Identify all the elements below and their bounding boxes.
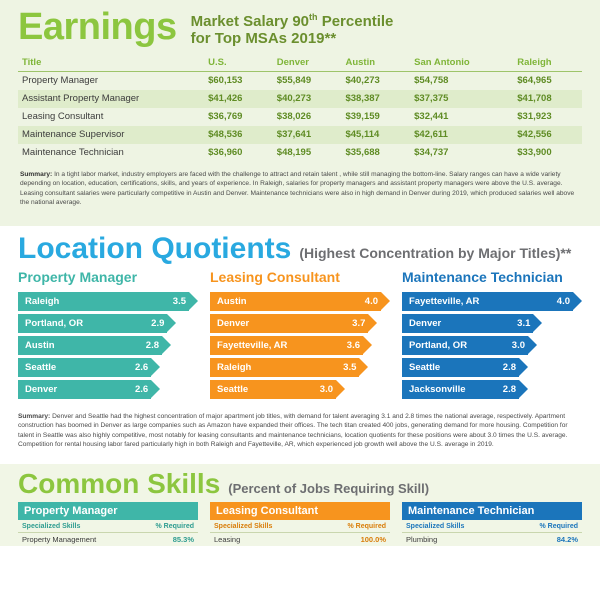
lq-bar [210,358,368,377]
row-us: $41,426 [204,90,273,108]
lq-bar-value: 3.0 [319,383,333,395]
row-san-antonio: $34,737 [414,147,449,158]
lq-bar-label: Austin [25,339,55,351]
location-quotients-title: Location Quotients [18,232,292,266]
location-quotients-header [18,234,582,264]
cs-col-pct-header: % Required [347,523,386,531]
lq-bar-label: Denver [217,317,250,329]
lq-bar-label: Fayetteville, AR [217,339,288,351]
common-skills-section [0,464,600,546]
list-item [210,533,390,546]
common-skills-subtitle: (Percent of Jobs Requiring Skill) [228,481,430,497]
lq-column-maintenance-technician [402,270,582,401]
earnings-header-row [18,54,582,72]
lq-bar-value: 2.6 [134,361,149,373]
lq-bar-label: Raleigh [25,295,60,307]
lq-bar-value: 3.5 [172,295,186,307]
lq-bar-label: Denver [25,383,58,395]
lq-column-heading: Property Manager [18,269,138,286]
cs-column-heading: Property Manager [18,502,198,520]
cs-col-pct-header: % Required [539,523,578,531]
earnings-col-raleigh: Raleigh [513,54,582,72]
lq-bar-value: 3.7 [352,317,366,329]
row-title: Maintenance Supervisor [18,126,204,144]
cs-pct: 85.3% [172,535,194,545]
earnings-summary-label: Summary: [20,170,53,178]
lq-bar [210,314,377,333]
lq-bar [18,358,160,377]
lq-bar-label: Denver [409,317,442,329]
lq-bar-label: Portland, OR [25,317,84,329]
earnings-col-us: U.S. [204,54,273,72]
lq-summary-text: Denver and Seattle had the highest concentration of major apartment job titles, with demand for talent averaging 3.1 and 2.8 times the national average, respectively. Apartment construction has boomed in Denver as large companies such as Amazon have expanded their offices. The tech titan created 400 jobs, generating demand for more housing. Competition for talent in Seattle was also highly competitive, most notably for leasing consultants and maintenance technicians, location quotients for these positions were about 3.0 times the U.S. average. Competition for rental housing labor fared particularly high in both Raleigh and Fayetteville, AR, which experienced job growth well above the U.S. average in 2019. [18,412,568,449]
cs-column-heading: Leasing Consultant [210,502,390,520]
location-quotients-columns [18,270,582,401]
row-austin: $38,387 [341,90,410,108]
earnings-table [18,54,582,162]
row-title: Maintenance Technician [22,147,124,158]
common-skills-header [18,470,582,498]
lq-bar-value: 4.0 [364,295,378,307]
lq-bar [18,380,160,399]
row-denver: $40,273 [273,90,342,108]
earnings-subtitle-sup: th [309,12,318,22]
earnings-subtitle-line2: for Top MSAs 2019** [190,30,337,48]
lq-bar [402,336,537,355]
cs-skill: Leasing [214,535,241,545]
lq-bar [210,336,372,355]
lq-summary-label: Summary: [18,412,51,420]
cs-col-skill-header: Specialized Skills [214,523,273,531]
earnings-subtitle-line1: Market Salary 90 [190,13,310,30]
lq-bar [18,336,171,355]
lq-bar-label: Austin [217,295,247,307]
row-us: $36,960 [208,147,243,158]
earnings-col-denver: Denver [273,54,342,72]
list-item [402,533,582,546]
lq-bar-value: 2.6 [134,383,149,395]
row-us: $48,536 [204,126,273,144]
cs-column-subhead [210,520,390,533]
table-row [18,90,582,108]
cs-column-maintenance-technician [402,502,582,546]
lq-bar [402,358,528,377]
row-title: Assistant Property Manager [18,90,204,108]
common-skills-columns [18,502,582,546]
cs-col-skill-header: Specialized Skills [406,523,465,531]
lq-bar-label: Seattle [217,383,249,395]
earnings-subtitle-line1-rest: Percentile [317,13,394,30]
row-san-antonio: $37,375 [410,90,513,108]
table-row [18,126,582,144]
cs-pct: 100.0% [360,535,386,545]
row-title: Property Manager [22,75,99,86]
row-raleigh: $41,708 [513,90,582,108]
earnings-col-title: Title [18,54,204,72]
lq-bar-value: 3.5 [343,361,357,373]
earnings-section [0,0,600,226]
row-san-antonio: $32,441 [414,111,449,122]
lq-bar-label: Seattle [409,361,441,373]
earnings-header [18,8,582,48]
lq-bar-label: Seattle [25,361,57,373]
cs-column-leasing-consultant [210,502,390,546]
lq-bar [210,292,390,311]
earnings-col-san-antonio: San Antonio [410,54,513,72]
lq-bar-value: 2.8 [502,383,516,395]
row-raleigh: $42,556 [513,126,582,144]
row-title: Leasing Consultant [22,111,104,122]
lq-bar-value: 2.8 [145,339,159,351]
lq-bar-value: 4.0 [556,295,570,307]
row-us: $60,153 [208,75,243,86]
lq-bar-label: Jacksonville [409,383,466,395]
cs-column-subhead [402,520,582,533]
cs-skill: Property Management [22,535,97,545]
lq-bar [18,314,176,333]
row-san-antonio: $42,611 [410,126,513,144]
lq-bar [402,380,528,399]
lq-column-heading: Maintenance Technician [402,269,563,286]
row-austin: $45,114 [341,126,410,144]
row-us: $36,769 [208,111,243,122]
row-austin: $39,159 [345,111,380,122]
cs-column-heading: Maintenance Technician [402,502,582,520]
cs-column-subhead [18,520,198,533]
cs-pct: 84.2% [556,535,578,545]
row-raleigh: $64,965 [517,75,552,86]
earnings-summary-text: In a tight labor market, industry employers are faced with the challenge to attract and retain talent , while still managing the bottom-line. Salary ranges can have a wide variety depending on location, education, certifications, skills, and years of experience. In Raleigh, salaries for property managers and assistant property managers were above the U.S. average. Leasing consultant salaries were particularly competitive in Austin and Denver. Maintenance technicians were also in high demand in Denver during 2019, which produced salaries well above the national average. [20,170,575,207]
lq-bar-value: 3.0 [511,339,525,351]
location-quotients-subtitle: (Highest Concentration by Major Titles)** [299,245,572,262]
lq-column-leasing-consultant [210,270,390,401]
lq-bar [18,292,198,311]
row-san-antonio: $54,758 [414,75,449,86]
location-quotients-summary [18,412,582,450]
row-austin: $35,688 [345,147,380,158]
earnings-title: Earnings [18,6,177,48]
cs-skill: Plumbing [406,535,438,545]
table-row [18,108,582,126]
lq-bar-value: 2.8 [502,361,516,373]
lq-bar-label: Portland, OR [409,339,468,351]
row-raleigh: $33,900 [517,147,552,158]
common-skills-title: Common Skills [18,468,221,500]
row-denver: $48,195 [276,147,312,158]
earnings-subtitle [191,8,394,48]
location-quotients-section [0,226,600,464]
table-row [18,71,582,90]
row-austin: $40,273 [345,75,380,86]
cs-col-pct-header: % Required [155,523,194,531]
row-raleigh: $31,923 [517,111,552,122]
list-item [18,533,198,546]
earnings-col-austin: Austin [341,54,410,72]
row-denver: $38,026 [276,111,312,122]
row-denver: $37,641 [273,126,342,144]
cs-column-property-manager [18,502,198,546]
lq-bar [402,292,582,311]
lq-bar [210,380,345,399]
lq-bar-label: Raleigh [217,361,252,373]
lq-bar-value: 3.1 [517,317,531,329]
lq-bar-value: 2.9 [151,317,165,329]
lq-column-heading: Leasing Consultant [210,269,340,286]
row-denver: $55,849 [276,75,312,86]
lq-bar-label: Fayetteville, AR [409,295,480,307]
lq-bar-value: 3.6 [346,339,360,351]
table-row [18,144,582,162]
earnings-summary [18,170,582,208]
lq-bar [402,314,542,333]
lq-column-property-manager [18,270,198,401]
cs-col-skill-header: Specialized Skills [22,523,81,531]
